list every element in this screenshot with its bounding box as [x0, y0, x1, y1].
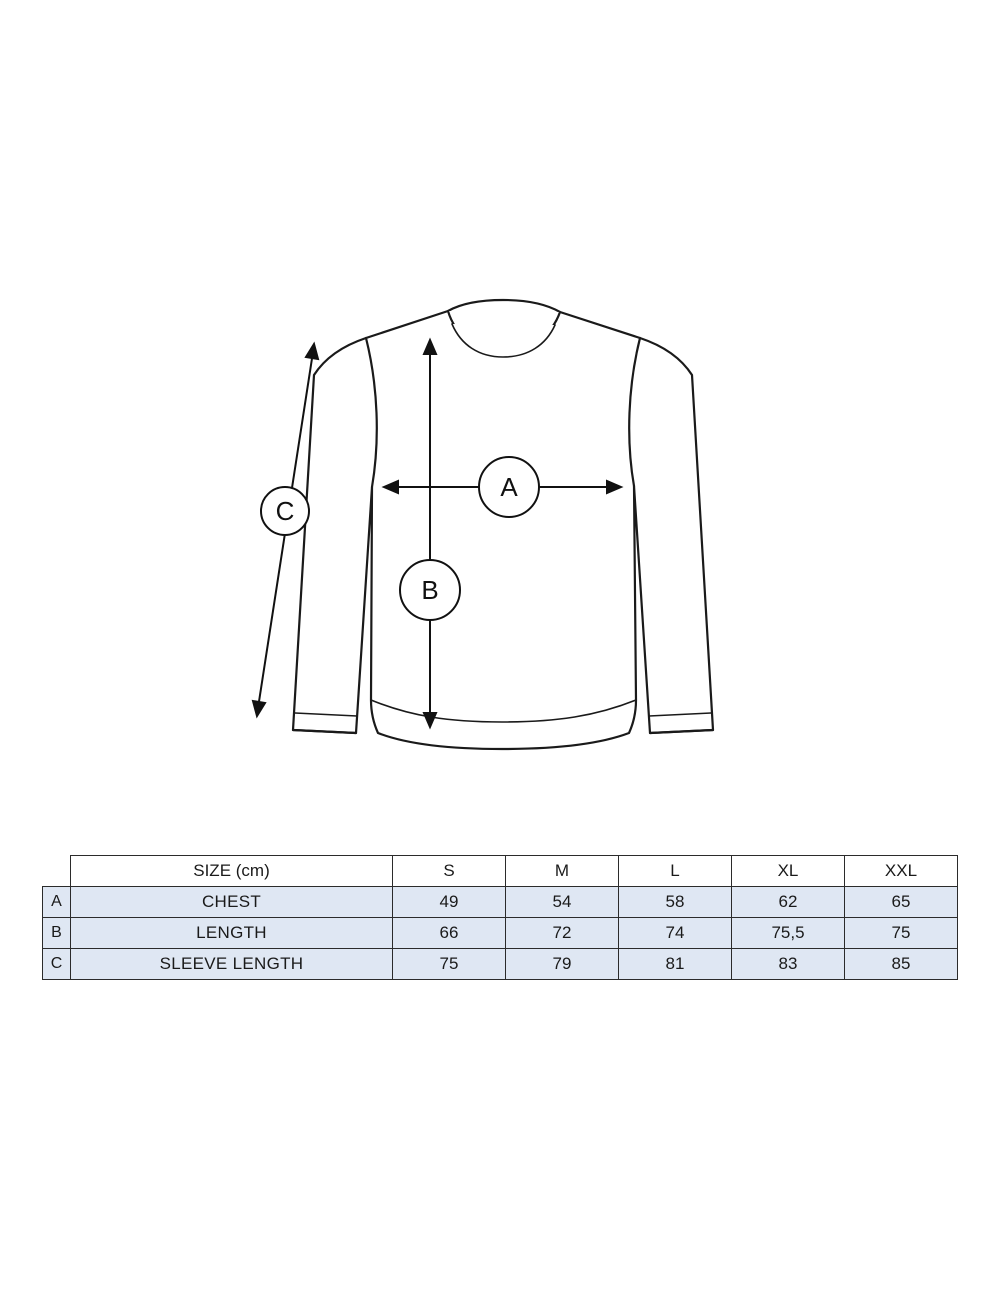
- length-m: 72: [506, 918, 619, 949]
- table-row: [43, 887, 958, 918]
- chest-s: 49: [393, 887, 506, 918]
- row-key-c: C: [43, 949, 71, 980]
- chest-l: 58: [619, 887, 732, 918]
- size-chart-table: [42, 855, 958, 980]
- length-s: 66: [393, 918, 506, 949]
- header-blank-cell: [43, 856, 71, 887]
- header-size-title: SIZE (cm): [71, 856, 393, 887]
- sleeve-s: 75: [393, 949, 506, 980]
- header-size-xxl: XXL: [845, 856, 958, 887]
- sleeve-m: 79: [506, 949, 619, 980]
- marker-a: [479, 457, 539, 517]
- table-header-row: [43, 856, 958, 887]
- row-name-sleeve-length: SLEEVE LENGTH: [71, 949, 393, 980]
- chest-xxl: 65: [845, 887, 958, 918]
- length-l: 74: [619, 918, 732, 949]
- table-row: [43, 949, 958, 980]
- row-key-b: B: [43, 918, 71, 949]
- marker-b: [400, 560, 460, 620]
- length-xl: 75,5: [732, 918, 845, 949]
- sleeve-l: 81: [619, 949, 732, 980]
- chest-m: 54: [506, 887, 619, 918]
- marker-b-label: B: [421, 575, 439, 605]
- marker-a-label: A: [500, 472, 518, 502]
- header-size-s: S: [393, 856, 506, 887]
- sleeve-xxl: 85: [845, 949, 958, 980]
- row-name-chest: CHEST: [71, 887, 393, 918]
- header-size-xl: XL: [732, 856, 845, 887]
- header-size-l: L: [619, 856, 732, 887]
- shirt-outline: [293, 300, 713, 749]
- marker-c: [261, 487, 309, 535]
- table-row: [43, 918, 958, 949]
- header-size-m: M: [506, 856, 619, 887]
- sleeve-xl: 83: [732, 949, 845, 980]
- marker-c-label: C: [275, 496, 295, 526]
- row-name-length: LENGTH: [71, 918, 393, 949]
- length-xxl: 75: [845, 918, 958, 949]
- row-key-a: A: [43, 887, 71, 918]
- chest-xl: 62: [732, 887, 845, 918]
